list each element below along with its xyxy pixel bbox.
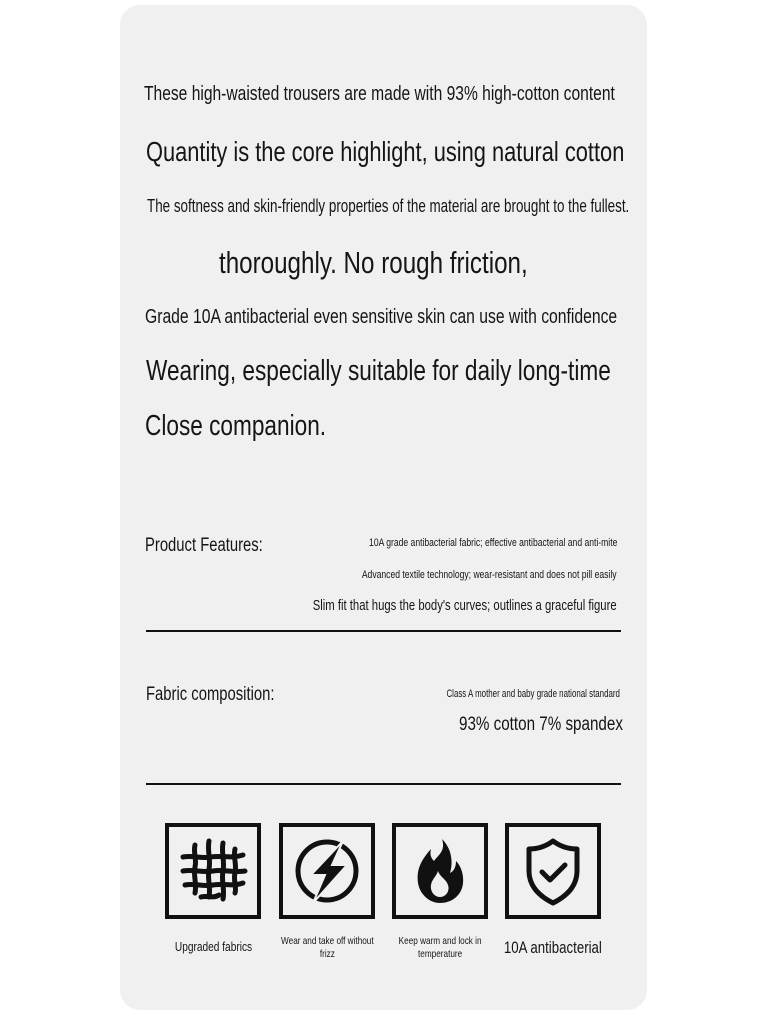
feature-icon-antibacterial <box>503 823 603 957</box>
feature-item: Advanced textile technology; wear-resistant and does not pill easily <box>362 569 617 581</box>
intro-line-2: Quantity is the core highlight, using natural cotton <box>146 136 625 167</box>
section-divider <box>146 783 621 785</box>
section-divider <box>146 630 621 632</box>
product-features-label: Product Features: <box>145 535 263 556</box>
feature-icon-keep-warm <box>392 823 488 961</box>
fabric-composition-value: 93% cotton 7% spandex <box>459 714 623 735</box>
feature-icons-row <box>165 823 605 973</box>
intro-line-4: thoroughly. No rough friction, <box>219 245 528 280</box>
fabric-standard: Class A mother and baby grade national standard <box>446 688 620 700</box>
feature-icon-upgraded-fabrics <box>165 823 261 954</box>
flame-icon <box>392 823 488 919</box>
icon-caption: 10A antibacterial <box>503 938 603 957</box>
feature-icon-no-frizz <box>279 823 375 961</box>
fabric-composition-label: Fabric composition: <box>146 684 275 705</box>
intro-line-6: Wearing, especially suitable for daily long-time <box>146 355 611 387</box>
icon-caption: Wear and take off without frizz <box>280 935 374 961</box>
intro-line-1: These high-waisted trousers are made with 93% high-cotton content <box>144 83 615 105</box>
product-info-card <box>120 5 647 1010</box>
feature-item: 10A grade antibacterial fabric; effective antibacterial and anti-mite <box>368 537 617 549</box>
icon-caption: Upgraded fabrics <box>174 939 252 954</box>
lightning-bolt-icon <box>279 823 375 919</box>
icon-caption: Keep warm and lock in temperature <box>398 935 482 961</box>
intro-line-7: Close companion. <box>145 410 327 442</box>
fabric-mesh-icon <box>165 823 261 919</box>
feature-item: Slim fit that hugs the body's curves; outlines a graceful figure <box>313 598 617 614</box>
shield-check-icon <box>505 823 601 919</box>
intro-line-3: The softness and skin-friendly properties of the material are brought to the fullest. <box>147 196 630 216</box>
intro-line-5: Grade 10A antibacterial even sensitive skin can use with confidence <box>145 306 618 328</box>
